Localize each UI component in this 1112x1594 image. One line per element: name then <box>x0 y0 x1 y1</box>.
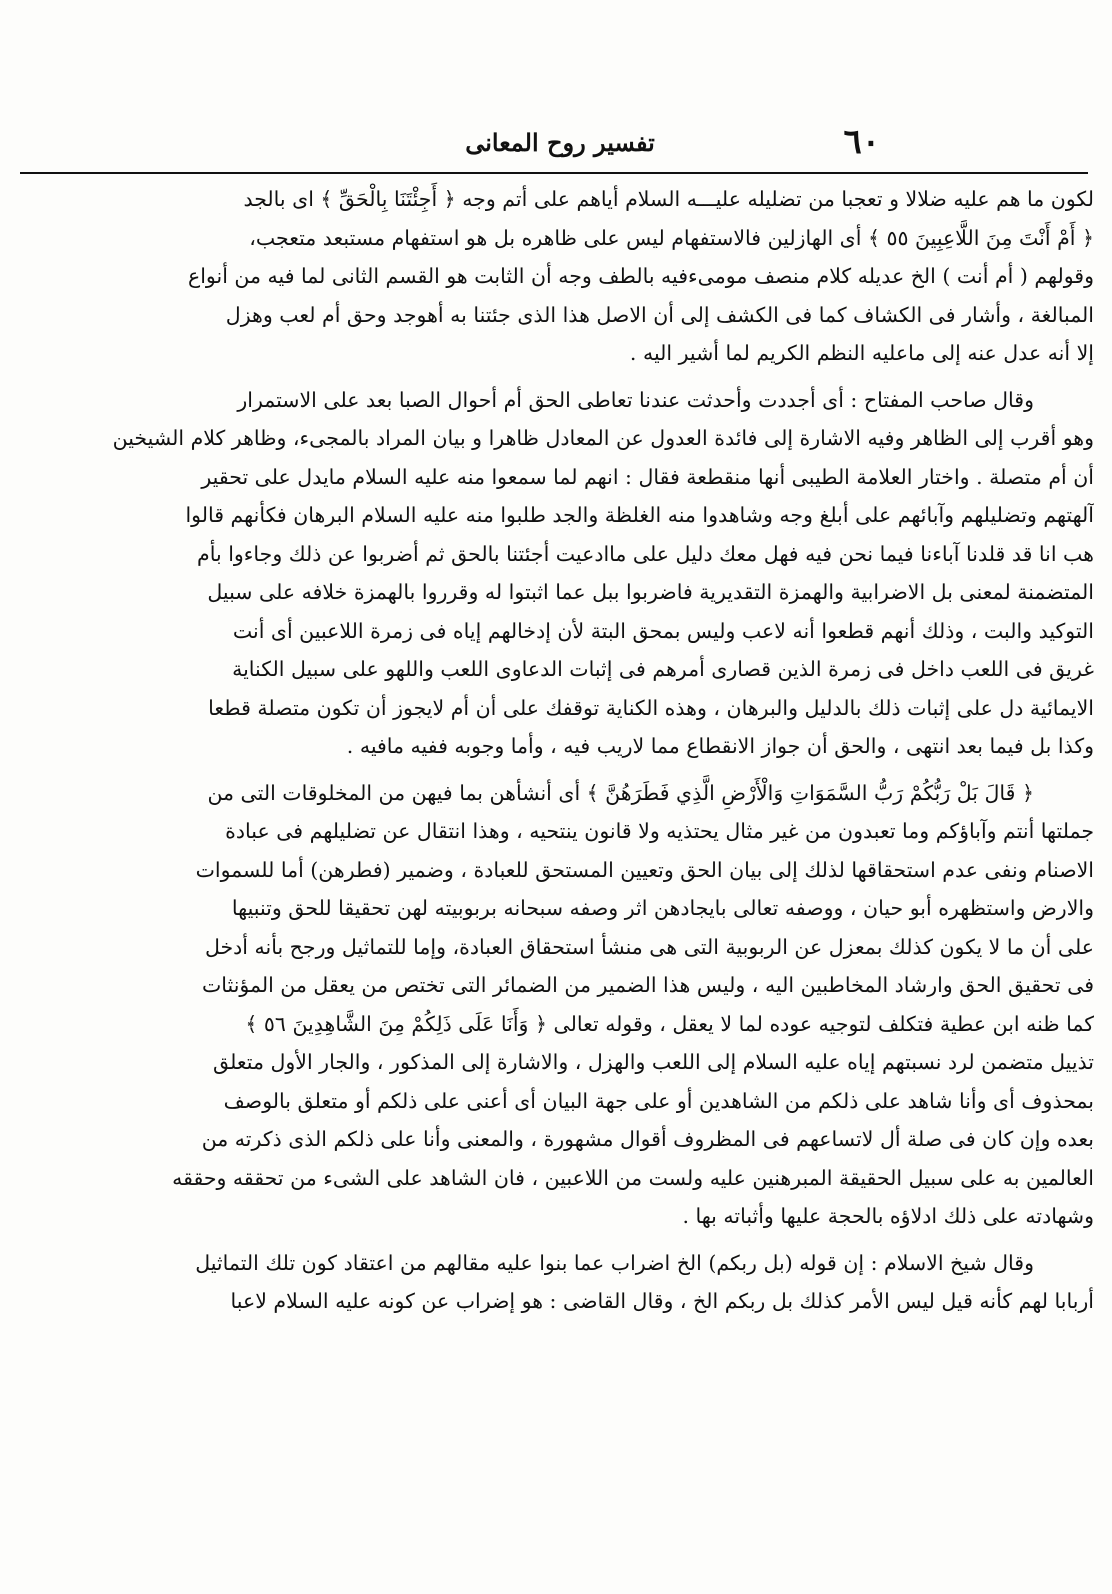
paragraph <box>18 1244 1094 1321</box>
body-text <box>18 180 1094 1321</box>
text-line: أربابا لهم كأنه قيل ليس الأمر كذلك بل ربكم الخ ، وقال القاضى : هو إضراب عن كونه عليه السلام لاعبا <box>230 1289 1094 1313</box>
text-line: وكذا بل فيما بعد انتهى ، والحق أن جواز الانقطاع مما لاريب فيه ، وأما وجوبه ففيه مافيه . <box>346 734 1094 758</box>
text-line: وقولهم ( أم أنت ) الخ عديله كلام منصف مومىءفيه بالطف وجه أن الثابت هو القسم الثانى لما فيه من أنواع <box>187 264 1094 288</box>
text-line: العالمين به على سبيل الحقيقة المبرهنين عليه ولست من اللاعبين ، فان الشاهد على الشىء من تحققه وحققه <box>172 1165 1094 1190</box>
text-line: لكون ما هم عليه ضلالا و تعجبا من تضليله عليـــه السلام أياهم على أتم وجه ﴿ أَجِئْتَنَا بِالْحَقِّ ﴾ اى بالجد <box>243 187 1094 211</box>
paragraph <box>18 180 1094 373</box>
text-line: فى تحقيق الحق وارشاد المخاطبين اليه ، وليس هذا الضمير من الضمائر التى تختص من يعقل من المؤنثات <box>201 973 1094 997</box>
text-line: الايمائية دل على إثبات ذلك بالدليل والبرهان ، وهذه الكناية توقفك على أن أم لايجوز أن تكون متصلة قطعا <box>208 695 1094 720</box>
text-line: جملتها أنتم وآباؤكم وما تعبدون من غير مثال يحتذيه ولا قانون ينتحيه ، وهذا انتقال عن تضليلهم فى عبادة <box>225 819 1094 843</box>
text-line: بعده وإن كان فى صلة أل لاتساعهم فى المظروف أقوال مشهورة ، والمعنى وأنا على ذلكم الذى ذكرته من <box>201 1127 1094 1151</box>
text-line: تذييل متضمن لرد نسبتهم إياه عليه السلام إلى اللعب والهزل ، والاشارة إلى المذكور ، والجار الأول متعلق <box>213 1050 1094 1074</box>
header-rule <box>20 172 1088 174</box>
text-line: والارض واستظهره أبو حيان ، ووصفه تعالى بايجادهن اثر وصفه سبحانه بربوبيته لهن تحقيقا للحق وتنبيها <box>231 896 1094 920</box>
running-title: تفسير روح المعانى <box>465 128 655 157</box>
text-line: المبالغة ، وأشار فى الكشاف كما فى الكشف إلى أن الاصل هذا الذى جئتنا به أهوجد وحق أم لعب وهزل <box>225 302 1094 327</box>
text-line: ﴿ قَالَ بَلْ رَبُّكُمْ رَبُّ السَّمَوَاتِ وَالْأَرْضِ الَّذِي فَطَرَهُنَّ ﴾ أى أنشأهن بما فيهن من المخلوقات التى من <box>207 780 1034 805</box>
text-line: آلهتهم وتضليلهم وآبائهم على أبلغ وجه وشاهدوا منه الغلظة والجد طلبوا منه عليه السلام البرهان فكأنهم قالوا <box>185 503 1094 527</box>
text-line: غريق فى اللعب داخل فى زمرة الذين قصارى أمرهم فى إثبات الدعاوى اللعب واللهو على سبيل الكناية <box>232 657 1094 681</box>
page-header <box>40 118 1080 166</box>
text-line: على أن ما لا يكون كذلك بمعزل عن الربوبية التى هى منشأ استحقاق العبادة، وإما للتماثيل ورجح بأنه أدخل <box>204 934 1094 959</box>
text-line: كما ظنه ابن عطية فتكلف لتوجيه عوده لما لا يعقل ، وقوله تعالى ﴿ وَأَنَا عَلَى ذَلِكُمْ مِنَ الشَّاهِدِينَ ٥٦ ﴾ <box>245 1011 1094 1036</box>
text-line: المتضمنة لمعنى بل الاضرابية والهمزة التقديرية فاضربوا ببل عما اثبتوا له وقرروا بالهمزة خلافه على سبيل <box>207 580 1094 604</box>
text-line: وقال شيخ الاسلام : إن قوله (بل ربكم) الخ اضراب عما بنوا عليه مقالهم من اعتقاد كون تلك التماثيل <box>195 1250 1034 1275</box>
page-number: ٦٠ <box>843 122 880 162</box>
text-line: الاصنام ونفى عدم استحقاقها لذلك إلى بيان الحق وتعيين المستحق للعبادة ، وضمير (فطرهن) أما للسموات <box>195 857 1094 882</box>
text-line: ﴿ أَمْ أَنْتَ مِنَ اللَّاعِبِينَ ٥٥ ﴾ أى الهازلين فالاستفهام ليس على ظاهره بل هو استفهام مستبعد متعجب، <box>249 225 1094 250</box>
paragraph <box>18 774 1094 1236</box>
text-line: وهو أقرب إلى الظاهر وفيه الاشارة إلى فائدة العدول عن المعادل ظاهرا و بيان المراد بالمجىء، وظاهر كلام الشيخين <box>112 426 1094 450</box>
text-line: إلا أنه عدل عنه إلى ماعليه النظم الكريم لما أشير اليه . <box>629 341 1094 365</box>
text-line: بمحذوف أى وأنا شاهد على ذلكم من الشاهدين أو على جهة البيان أى أعنى على ذلكم أو متعلق بالوصف <box>223 1088 1094 1113</box>
text-line: وشهادته على ذلك ادلاؤه بالحجة عليها وأثباته بها . <box>682 1204 1094 1228</box>
text-line: التوكيد والبت ، وذلك أنهم قطعوا أنه لاعب وليس بمحق البتة لأن إدخالهم إياه فى زمرة اللاعبين أى أنت <box>232 618 1094 643</box>
text-line: وقال صاحب المفتاح : أى أجددت وأحدثت عندنا تعاطى الحق أم أحوال الصبا بعد على الاستمرار <box>237 387 1034 412</box>
text-line: هب انا قد قلدنا آباءنا فيما نحن فيه فهل معك دليل على ماادعيت أجئتنا بالحق ثم أضربوا عن ذلك وجاءوا بأم <box>197 541 1094 566</box>
paragraph <box>18 381 1094 766</box>
text-line: أن أم متصلة . واختار العلامة الطيبى أنها منقطعة فقال : انهم لما سمعوا منه عليه السلام مايدل على تحقير <box>201 464 1094 489</box>
